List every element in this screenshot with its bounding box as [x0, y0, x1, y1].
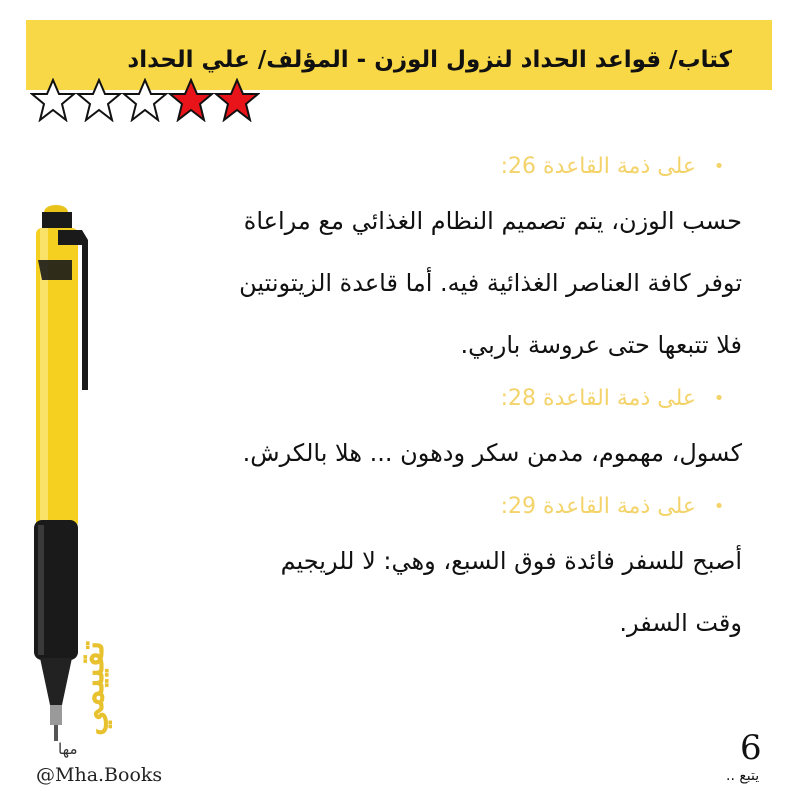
section-rule-26: [102, 150, 742, 376]
section-paragraph: [102, 422, 742, 484]
paragraph-line: فلا تتبعها حتى عروسة باربي.: [460, 331, 742, 359]
page-number: 6: [740, 728, 762, 768]
section-heading: [102, 382, 742, 416]
author-name: مها: [58, 740, 78, 758]
section-paragraph: [102, 530, 742, 654]
account-handle: @Mha.Books: [36, 764, 163, 786]
book-title: كتاب/ قواعد الحداد لنزول الوزن - المؤلف/ علي الحداد: [127, 47, 732, 73]
section-paragraph: [102, 190, 742, 376]
section-heading: [102, 150, 742, 184]
star-empty-icon: [76, 78, 122, 122]
heading-text: على ذمة القاعدة 26:: [500, 154, 696, 179]
paragraph-line: وقت السفر.: [619, 609, 742, 637]
bullet-icon: •: [713, 388, 725, 409]
paragraph-line: توفر كافة العناصر الغذائية فيه. أما قاعدة الزيتونتين: [239, 269, 742, 297]
section-rule-28: [102, 382, 742, 484]
paragraph-line: كسول، مهموم، مدمن سكر ودهون ... هلا بالكرش.: [242, 439, 742, 467]
section-rule-29: [102, 490, 742, 654]
heading-text: على ذمة القاعدة 28:: [500, 386, 696, 411]
star-empty-icon: [30, 78, 76, 122]
star-empty-icon: [122, 78, 168, 122]
review-content: [102, 150, 742, 660]
section-heading: [102, 490, 742, 524]
heading-text: على ذمة القاعدة 29:: [500, 494, 696, 519]
signature: تقييمي: [72, 640, 112, 736]
continued-label: يتبع ..: [726, 768, 760, 784]
paragraph-line: أصبح للسفر فائدة فوق السبع، وهي: لا للريجيم: [280, 547, 742, 575]
star-rating: [30, 78, 260, 122]
paragraph-line: حسب الوزن، يتم تصميم النظام الغذائي مع مراعاة: [243, 207, 742, 235]
bullet-icon: •: [713, 496, 725, 517]
bullet-icon: •: [713, 156, 725, 177]
star-filled-icon: [214, 78, 260, 122]
star-filled-icon: [168, 78, 214, 122]
